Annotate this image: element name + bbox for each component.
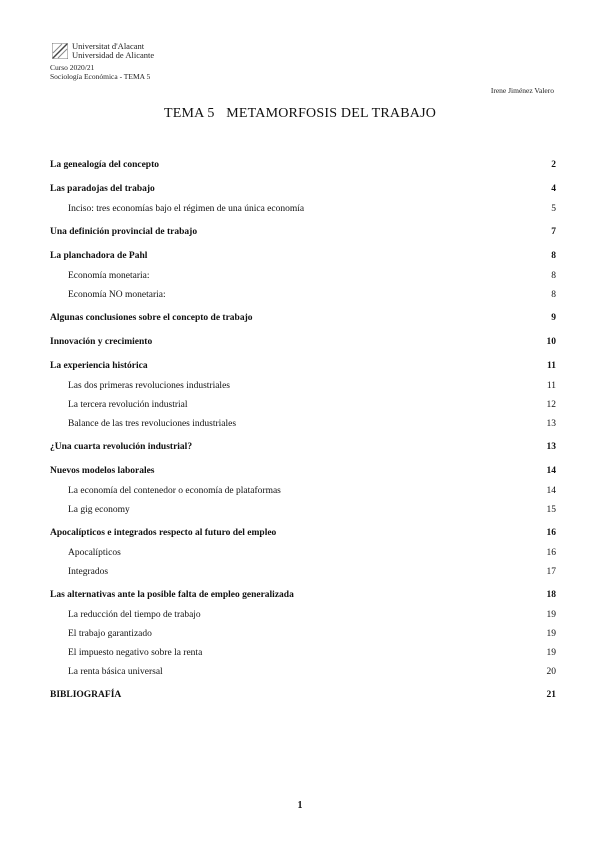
toc-entry-page: 19 xyxy=(546,629,556,639)
toc-subentry[interactable] xyxy=(50,542,556,561)
toc-entry-page: 13 xyxy=(546,419,556,429)
toc-entry[interactable] xyxy=(50,432,556,456)
toc-entry-label: El trabajo garantizado xyxy=(68,629,152,639)
toc-entry-label: El impuesto negativo sobre la renta xyxy=(68,648,203,658)
university-name-spanish: Universidad de Alicante xyxy=(72,50,155,60)
course-year: Curso 2020/21 xyxy=(50,63,95,72)
toc-entry[interactable] xyxy=(50,680,556,704)
toc-entry-label: BIBLIOGRAFÍA xyxy=(50,690,122,700)
university-name-valencian: Universitat d'Alacant xyxy=(72,41,145,51)
title-tema: TEMA 5 xyxy=(163,106,215,121)
toc-entry-label: La economía del contenedor o economía de plataformas xyxy=(68,486,281,496)
document-title xyxy=(0,106,600,122)
toc-entry-label: Las paradojas del trabajo xyxy=(50,184,155,194)
toc-entry[interactable] xyxy=(50,217,556,241)
toc-entry-page: 12 xyxy=(546,400,556,410)
toc-subentry[interactable] xyxy=(50,198,556,217)
toc-subentry[interactable] xyxy=(50,413,556,432)
toc-entry-page: 16 xyxy=(546,528,556,538)
toc-entry[interactable] xyxy=(50,150,556,174)
toc-entry-page: 2 xyxy=(551,160,556,170)
toc-entry-label: Una definición provincial de trabajo xyxy=(50,227,198,237)
toc-entry-page: 15 xyxy=(546,505,556,515)
toc-entry-label: La genealogía del concepto xyxy=(50,160,159,170)
toc-subentry[interactable] xyxy=(50,375,556,394)
table-of-contents xyxy=(50,150,556,704)
toc-entry-page: 13 xyxy=(546,442,556,452)
toc-entry-page: 8 xyxy=(551,251,556,261)
toc-entry-page: 21 xyxy=(546,690,556,700)
toc-entry-page: 19 xyxy=(546,610,556,620)
toc-entry-page: 18 xyxy=(546,590,556,600)
toc-subentry[interactable] xyxy=(50,604,556,623)
toc-entry-label: Balance de las tres revoluciones industriales xyxy=(68,419,237,429)
toc-entry-label: Integrados xyxy=(68,567,109,577)
toc-entry-label: Apocalípticos e integrados respecto al futuro del empleo xyxy=(50,528,277,538)
toc-entry-page: 14 xyxy=(546,466,556,476)
toc-entry[interactable] xyxy=(50,241,556,265)
toc-entry[interactable] xyxy=(50,456,556,480)
toc-entry-label: Algunas conclusiones sobre el concepto de trabajo xyxy=(50,313,253,323)
toc-entry-label: ¿Una cuarta revolución industrial? xyxy=(50,442,193,452)
toc-entry-page: 14 xyxy=(546,486,556,496)
toc-entry-page: 10 xyxy=(546,337,556,347)
toc-entry-label: Nuevos modelos laborales xyxy=(50,466,155,476)
toc-entry-label: La tercera revolución industrial xyxy=(68,400,188,410)
toc-entry-page: 9 xyxy=(551,313,556,323)
toc-entry[interactable] xyxy=(50,351,556,375)
toc-subentry[interactable] xyxy=(50,661,556,680)
toc-entry[interactable] xyxy=(50,580,556,604)
toc-subentry[interactable] xyxy=(50,480,556,499)
university-name xyxy=(72,42,154,60)
course-info xyxy=(50,64,150,81)
author-name: Irene Jiménez Valero xyxy=(490,86,554,95)
toc-entry-label: La renta básica universal xyxy=(68,667,163,677)
toc-subentry[interactable] xyxy=(50,499,556,518)
toc-entry-label: La reducción del tiempo de trabajo xyxy=(68,610,201,620)
toc-subentry[interactable] xyxy=(50,561,556,580)
toc-entry[interactable] xyxy=(50,327,556,351)
toc-entry-page: 4 xyxy=(551,184,556,194)
title-name: METAMORFOSIS DEL TRABAJO xyxy=(226,106,437,121)
toc-entry-page: 17 xyxy=(546,567,556,577)
toc-subentry[interactable] xyxy=(50,265,556,284)
toc-entry[interactable] xyxy=(50,303,556,327)
toc-entry-label: Las alternativas ante la posible falta de empleo generalizada xyxy=(50,590,294,600)
toc-entry-page: 19 xyxy=(546,648,556,658)
toc-entry-page: 20 xyxy=(546,667,556,677)
toc-subentry[interactable] xyxy=(50,284,556,303)
toc-entry-label: Economía NO monetaria: xyxy=(68,290,166,300)
toc-subentry[interactable] xyxy=(50,623,556,642)
toc-entry-page: 8 xyxy=(551,271,556,281)
toc-entry[interactable] xyxy=(50,174,556,198)
toc-entry-page: 11 xyxy=(546,381,556,391)
toc-subentry[interactable] xyxy=(50,394,556,413)
university-logo xyxy=(52,42,154,60)
university-emblem-icon xyxy=(52,43,68,59)
toc-entry-label: Las dos primeras revoluciones industriales xyxy=(68,381,230,391)
page-number: 1 xyxy=(297,800,303,811)
course-subject: Sociología Económica - TEMA 5 xyxy=(50,71,151,81)
toc-entry-page: 5 xyxy=(551,204,556,214)
toc-entry-label: La experiencia histórica xyxy=(50,361,148,371)
toc-entry-page: 7 xyxy=(551,227,556,237)
toc-entry-label: Economía monetaria: xyxy=(68,271,150,281)
toc-entry-label: Inciso: tres economías bajo el régimen de una única economía xyxy=(68,204,305,214)
toc-entry-page: 8 xyxy=(551,290,556,300)
toc-entry-label: La planchadora de Pahl xyxy=(50,251,148,261)
toc-subentry[interactable] xyxy=(50,642,556,661)
toc-entry-label: Innovación y crecimiento xyxy=(50,337,153,347)
toc-entry-label: La gig economy xyxy=(68,505,130,515)
toc-entry[interactable] xyxy=(50,518,556,542)
toc-entry-label: Apocalípticos xyxy=(68,548,121,558)
toc-entry-page: 11 xyxy=(547,361,556,371)
toc-entry-page: 16 xyxy=(546,548,556,558)
